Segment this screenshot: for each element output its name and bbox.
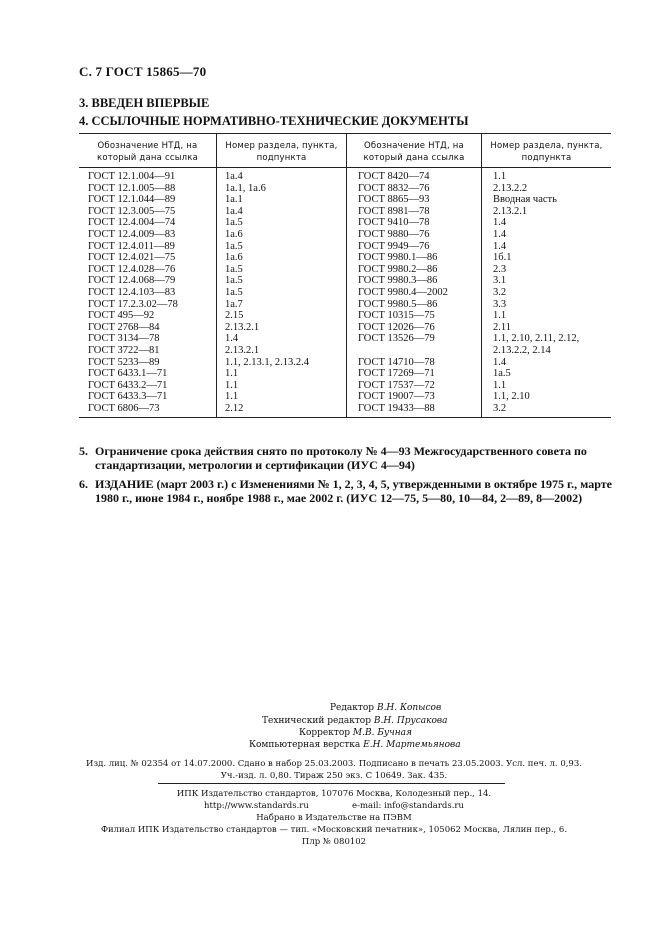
cell-document-designation: ГОСТ 6806—73 xyxy=(88,402,160,414)
credit-corrector xyxy=(299,728,412,738)
table-row xyxy=(79,241,611,253)
cell-section-number: 1а.1, 1а.6 xyxy=(225,182,266,194)
cell-document-designation: ГОСТ 6433.1—71 xyxy=(88,368,168,380)
cell-section-number: 2.13.2.2, 2.14 xyxy=(493,344,551,356)
table-row xyxy=(79,345,611,357)
tech-editor-name: В.Н. Прусакова xyxy=(373,716,448,726)
editor-name: В.Н. Копысов xyxy=(376,703,442,713)
table-row xyxy=(79,252,611,264)
cell-section-number: 2.11 xyxy=(493,321,511,333)
cell-document-designation: ГОСТ 9980.1—86 xyxy=(358,252,438,264)
cell-document-designation: ГОСТ 17269—71 xyxy=(358,368,435,380)
header-document-designation: Обозначение НТД, на который дана ссылка xyxy=(96,141,198,163)
header-document-designation: Обозначение НТД, на который дана ссылка xyxy=(363,141,465,163)
cell-section-number: 1б.1 xyxy=(493,252,512,264)
imprint-line-3: Набрано в Издательстве на ПЭВМ xyxy=(256,813,412,823)
cell-section-number: 2.13.2.2 xyxy=(493,182,528,194)
cell-document-designation: ГОСТ 12.1.004—91 xyxy=(88,171,176,182)
editor-label: Редактор xyxy=(330,703,375,713)
cell-document-designation: ГОСТ 19007—73 xyxy=(358,391,435,403)
cell-section-number: Вводная часть xyxy=(493,194,557,206)
section-6-text: ИЗДАНИЕ (март 2003 г.) с Изменениями № 1, 2, 3, 4, 5, утвержденными в октябре 1975 г., марте 1980 г., июне 1984 г., ноябре 1988 г., мае 2002 г. (ИУС 12—75, 5—80, 10—84, 2—89, 8—2002) xyxy=(95,477,612,505)
cell-document-designation: ГОСТ 12.4.028—76 xyxy=(88,263,176,275)
table-row xyxy=(79,183,611,195)
cell-document-designation: ГОСТ 12.4.021—75 xyxy=(88,252,176,264)
credit-tech-editor xyxy=(262,716,448,726)
cell-document-designation: ГОСТ 8865—93 xyxy=(358,194,430,206)
cell-document-designation: ГОСТ 12.4.009—83 xyxy=(88,228,176,240)
layout-name: Е.Н. Мартемьянова xyxy=(363,740,461,750)
cell-section-number: 1.1 xyxy=(225,379,239,391)
table-row xyxy=(79,391,611,403)
cell-section-number: 3.2 xyxy=(493,286,507,298)
cell-section-number: 1а.4 xyxy=(225,205,243,217)
tech-editor-label: Технический редактор xyxy=(262,716,371,726)
cell-document-designation: ГОСТ 12.3.005—75 xyxy=(88,205,176,217)
cell-document-designation: ГОСТ 3134—78 xyxy=(88,333,160,345)
cell-section-number: 1.1 xyxy=(493,171,507,182)
imprint-line-2: http://www.standards.ru e-mail: info@standards.ru xyxy=(204,801,464,811)
cell-document-designation: ГОСТ 9949—76 xyxy=(358,240,430,252)
cell-section-number: 1.4 xyxy=(225,333,239,345)
publication-line-1: Изд. лиц. № 02354 от 14.07.2000. Сдано в набор 25.03.2003. Подписано в печать 23.05.2003. Усл. печ. л. 0,93. xyxy=(86,759,582,769)
cell-document-designation: ГОСТ 13526—79 xyxy=(358,333,435,345)
cell-section-number: 1а.5 xyxy=(225,286,243,298)
cell-section-number: 2.15 xyxy=(225,310,244,322)
table-row xyxy=(79,206,611,218)
imprint-divider xyxy=(158,783,505,784)
cell-document-designation: ГОСТ 6433.3—71 xyxy=(88,391,168,403)
cell-document-designation: ГОСТ 12026—76 xyxy=(358,321,435,333)
cell-section-number: 1.1 xyxy=(225,391,239,403)
table-row xyxy=(79,357,611,369)
layout-label: Компьютерная верстка xyxy=(249,740,361,750)
cell-document-designation: ГОСТ 12.4.103—83 xyxy=(88,286,176,298)
section-6 xyxy=(79,477,614,505)
cell-section-number: 3.1 xyxy=(493,275,507,287)
table-row xyxy=(79,368,611,380)
cell-section-number: 1.1 xyxy=(225,368,239,380)
table-row xyxy=(79,217,611,229)
table-row xyxy=(79,194,611,206)
table-row xyxy=(79,229,611,241)
section-5-number: 5. xyxy=(79,444,88,458)
table-row xyxy=(79,403,611,415)
cell-section-number: 2.3 xyxy=(493,263,507,275)
cell-document-designation: ГОСТ 9980.4—2002 xyxy=(358,286,448,298)
cell-section-number: 2.13.2.1 xyxy=(493,205,528,217)
cell-document-designation: ГОСТ 19433—88 xyxy=(358,402,435,414)
cell-section-number: 1.4 xyxy=(493,240,507,252)
cell-document-designation: ГОСТ 6433.2—71 xyxy=(88,379,168,391)
header-section-number: Номер раздела, пункта, подпункта xyxy=(225,141,338,163)
table-row xyxy=(79,264,611,276)
page-header: С. 7 ГОСТ 15865—70 xyxy=(79,64,207,79)
table-row xyxy=(79,322,611,334)
table-row xyxy=(79,287,611,299)
cell-document-designation: ГОСТ 8981—78 xyxy=(358,205,430,217)
section-5 xyxy=(79,444,614,472)
publication-line-2: Уч.-изд. л. 0,80. Тираж 250 экз. С 10649. Зак. 435. xyxy=(220,771,448,781)
cell-section-number: 1.1, 2.10 xyxy=(493,391,530,403)
table-header-rule xyxy=(79,167,611,168)
cell-section-number: 1а.7 xyxy=(225,298,243,310)
cell-document-designation: ГОСТ 3722—81 xyxy=(88,344,160,356)
table-row xyxy=(79,171,611,183)
cell-section-number: 1а.4 xyxy=(225,171,243,182)
table-row xyxy=(79,333,611,345)
corrector-name: М.В. Бучная xyxy=(352,728,413,738)
cell-section-number: 1а.6 xyxy=(225,228,243,240)
table-row xyxy=(79,380,611,392)
cell-document-designation: ГОСТ 9980.5—86 xyxy=(358,298,438,310)
cell-section-number: 3.2 xyxy=(493,402,507,414)
table-row xyxy=(79,275,611,287)
credit-layout xyxy=(249,740,461,750)
cell-section-number: 1.1, 2.13.1, 2.13.2.4 xyxy=(225,356,309,368)
cell-document-designation: ГОСТ 10315—75 xyxy=(358,310,435,322)
cell-document-designation: ГОСТ 5233—89 xyxy=(88,356,160,368)
header-section-number: Номер раздела, пункта, подпункта xyxy=(490,141,603,163)
cell-document-designation: ГОСТ 495—92 xyxy=(88,310,155,322)
section-5-text: Ограничение срока действия снято по протоколу № 4—93 Межгосударственного совета по стандартизации, метрологии и сертификации (ИУС 4—94) xyxy=(95,444,587,472)
table-bottom-rule xyxy=(79,417,611,418)
cell-document-designation: ГОСТ 12.4.068—79 xyxy=(88,275,176,287)
cell-section-number: 1а.1 xyxy=(225,194,243,206)
table-top-rule xyxy=(79,133,611,134)
cell-section-number: 1.1 xyxy=(493,379,507,391)
cell-document-designation: ГОСТ 12.4.004—74 xyxy=(88,217,176,229)
cell-document-designation: ГОСТ 8832—76 xyxy=(358,182,430,194)
cell-document-designation: ГОСТ 12.4.011—89 xyxy=(88,240,175,252)
cell-document-designation: ГОСТ 9980.3—86 xyxy=(358,275,438,287)
section-3-title: 3. ВВЕДЕН ВПЕРВЫЕ xyxy=(79,96,210,110)
cell-section-number: 1а.5 xyxy=(225,263,243,275)
imprint-line-1: ИПК Издательство стандартов, 107076 Москва, Колодезный пер., 14. xyxy=(176,789,492,799)
cell-section-number: 1а.6 xyxy=(225,252,243,264)
table-body xyxy=(79,171,611,414)
table-row xyxy=(79,299,611,311)
table-row xyxy=(79,310,611,322)
cell-section-number: 3.3 xyxy=(493,298,507,310)
cell-document-designation: ГОСТ 14710—78 xyxy=(358,356,435,368)
cell-section-number: 1.4 xyxy=(493,228,507,240)
cell-document-designation: ГОСТ 17537—72 xyxy=(358,379,435,391)
cell-section-number: 2.12 xyxy=(225,402,244,414)
cell-section-number: 1.1, 2.10, 2.11, 2.12, xyxy=(493,333,580,345)
cell-document-designation: ГОСТ 12.1.005—88 xyxy=(88,182,176,194)
cell-section-number: 1.4 xyxy=(493,217,507,229)
cell-section-number: 2.13.2.1 xyxy=(225,344,260,356)
imprint-line-5: Плр № 080102 xyxy=(301,837,367,847)
corrector-label: Корректор xyxy=(299,728,351,738)
section-6-number: 6. xyxy=(79,477,88,491)
cell-section-number: 1а.5 xyxy=(225,275,243,287)
cell-section-number: 2.13.2.1 xyxy=(225,321,260,333)
cell-section-number: 1а.5 xyxy=(225,217,243,229)
cell-document-designation: ГОСТ 9980.2—86 xyxy=(358,263,438,275)
cell-document-designation: ГОСТ 9880—76 xyxy=(358,228,430,240)
cell-section-number: 1.4 xyxy=(493,356,507,368)
cell-document-designation: ГОСТ 2768—84 xyxy=(88,321,160,333)
cell-document-designation: ГОСТ 9410—78 xyxy=(358,217,430,229)
cell-document-designation: ГОСТ 12.1.044—89 xyxy=(88,194,176,206)
section-4-title: 4. ССЫЛОЧНЫЕ НОРМАТИВНО-ТЕХНИЧЕСКИЕ ДОКУМЕНТЫ xyxy=(79,114,469,128)
cell-section-number: 1.1 xyxy=(493,310,507,322)
cell-section-number: 1а.5 xyxy=(493,368,511,380)
cell-section-number: 1а.5 xyxy=(225,240,243,252)
cell-document-designation: ГОСТ 17.2.3.02—78 xyxy=(88,298,178,310)
credit-editor xyxy=(330,703,441,713)
cell-document-designation: ГОСТ 8420—74 xyxy=(358,171,430,182)
imprint-line-4: Филиал ИПК Издательство стандартов — тип. «Московский печатник», 105062 Москва, Лялин пер., 6. xyxy=(100,825,568,835)
